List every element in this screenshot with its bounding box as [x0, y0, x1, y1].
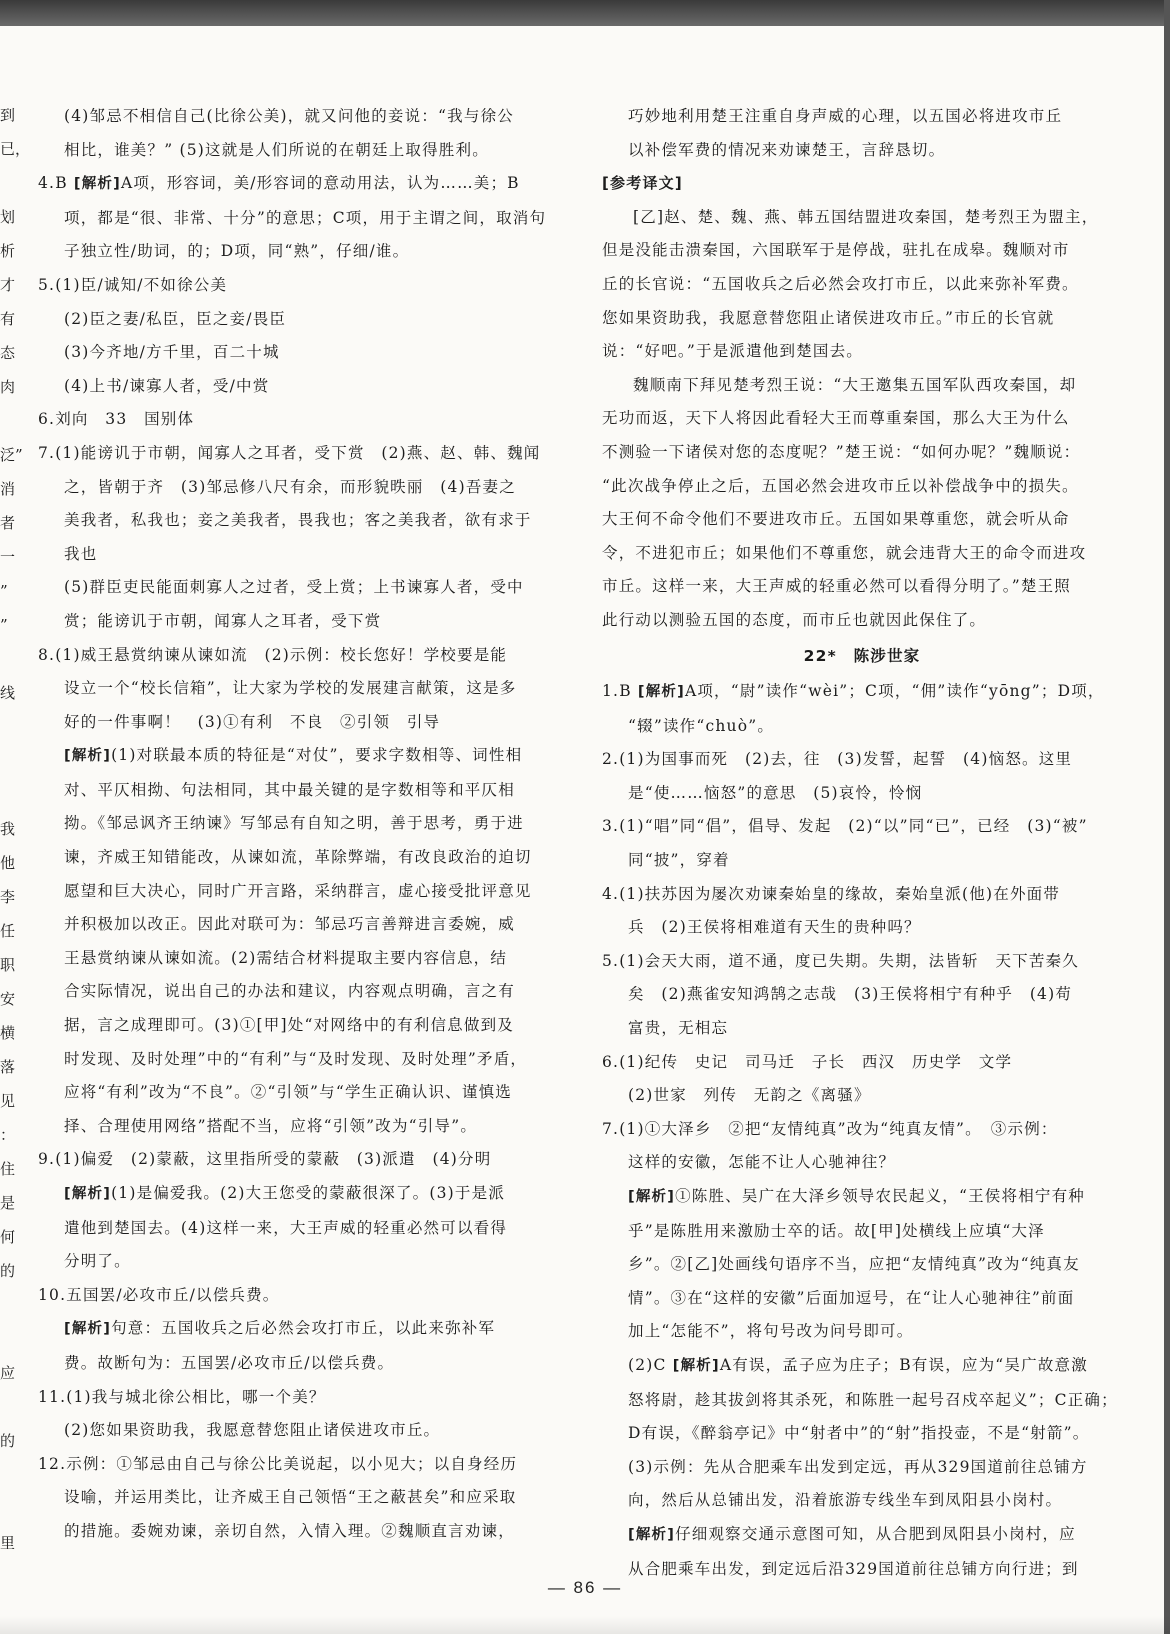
text-line: [602, 1518, 1122, 1553]
text-line: [38, 605, 568, 639]
text-line: [602, 1384, 1122, 1418]
margin-fragment: 析: [0, 242, 16, 260]
line-text: 愿望和巨大决心，同时广开言路，采纳群言，虚心接受批评意见: [64, 881, 532, 900]
text-line: [602, 810, 1122, 844]
margin-fragment: 线: [0, 684, 16, 702]
text-line: [38, 706, 568, 740]
line-text: 7.(1)能谤讥于市朝，闻寡人之耳者，受下赏 (2)燕、赵、韩、魏闻: [38, 443, 541, 462]
line-text: 对、平仄相拗、句法相同，其中最关键的是字数相等和平仄相: [64, 780, 515, 799]
margin-fragment: 落: [0, 1058, 16, 1076]
margin-fragment: 一: [0, 548, 16, 566]
margin-fragment: 消: [0, 480, 16, 498]
line-text: 据，言之成理即可。(3)①[甲]处“对网络中的有利信息做到及: [64, 1016, 514, 1035]
margin-fragment: [0, 642, 30, 676]
text-line: [38, 538, 568, 572]
line-text: 6.刘向 33 国别体: [38, 410, 195, 429]
margin-fragment: 是: [0, 1194, 16, 1212]
text-line: [602, 134, 1122, 168]
margin-fragment: 泛”: [0, 446, 23, 464]
text-line: [38, 841, 568, 875]
margin-fragment: 有: [0, 310, 16, 328]
line-text: 我也: [64, 544, 98, 563]
text-line: [38, 639, 568, 673]
text-line: [38, 100, 568, 134]
right-column: [602, 100, 1122, 1586]
line-text: 向，然后从总铺出发，沿着旅游专线坐车到凤阳县小岗村。: [628, 1491, 1063, 1510]
text-line: [38, 403, 568, 437]
text-line: [602, 777, 1122, 811]
margin-fragment: 已，: [0, 140, 30, 158]
text-line: [38, 437, 568, 471]
line-text: A项，形容词，美/形容词的意动用法，认为……美；B: [120, 174, 520, 193]
text-line: [38, 774, 568, 808]
text-line: [602, 402, 1122, 436]
margin-fragment: 职: [0, 956, 16, 974]
analysis-tag: [解析]: [637, 684, 685, 701]
left-column: [38, 100, 568, 1549]
line-text: 无功而返，天下人将因此看轻大王而尊重秦国，那么大王为什么: [602, 409, 1070, 428]
analysis-tag: [解析]: [628, 1189, 676, 1205]
line-text: 此行动以测验五国的态度，而市丘也就因此保住了。: [602, 610, 987, 629]
text-line: [38, 303, 568, 337]
text-line: [602, 1215, 1122, 1249]
line-text: 9.(1)偏爱 (2)蒙蔽，这里指所受的蒙蔽 (3)派遣 (4)分明: [38, 1150, 492, 1169]
line-text: 设立一个“校长信箱”，让大家为学校的发展建言献策，这是多: [64, 679, 517, 698]
line-text: 应将“有利”改为“不良”。②“引领”与“学生正确认识、谨慎选: [64, 1083, 512, 1102]
line-text: 句意：五国收兵之后必然会攻打市丘，以此来弥补军: [111, 1319, 496, 1338]
margin-fragment: 应: [0, 1364, 16, 1382]
item-number: (2)C: [628, 1355, 673, 1374]
text-line: [602, 978, 1122, 1012]
line-text: 遣他到楚国去。(4)这样一来，大王声威的轻重必然可以看得: [64, 1218, 508, 1237]
text-line: [602, 1282, 1122, 1316]
line-text: 分明了。: [64, 1252, 131, 1271]
text-line: [38, 739, 568, 774]
margin-fragment: [0, 1390, 30, 1424]
text-line: [38, 1143, 568, 1177]
line-text: 从合肥乘车出发，到定远后沿329国道前往总铺方向行进；到: [628, 1559, 1079, 1578]
text-line: [38, 1177, 568, 1212]
line-text: (3)今齐地/方千里，百二十城: [64, 343, 280, 362]
line-text: 您如果资助我，我愿意替您阻止诸侯进攻市丘。”市丘的长官就: [602, 308, 1055, 327]
text-line: [602, 1315, 1122, 1349]
margin-fragment: 任: [0, 922, 16, 940]
text-line: [602, 470, 1122, 504]
text-line: [602, 570, 1122, 604]
text-line: [602, 911, 1122, 945]
line-text: D有误，《醉翁亭记》中“射者中”的“射”指投壶，不是“射箭”。: [628, 1424, 1090, 1443]
margin-fragment: [0, 1322, 30, 1356]
line-text: (4)邹忌不相信自己(比徐公美)，就又问他的妾说：“我与徐公: [64, 107, 514, 125]
text-line: [38, 942, 568, 976]
line-text: 乎”是陈胜用来激励士卒的话。故[甲]处横线上应填“大泽: [628, 1221, 1045, 1240]
line-text: (5)群臣吏民能面刺寡人之过者，受上赏；上书谏寡人者，受中: [64, 578, 524, 597]
line-text: (1)对联最本质的特征是“对仗”，要求字数相等、词性相: [111, 746, 523, 765]
margin-fragment: [0, 166, 30, 200]
analysis-tag: [解析]: [64, 1321, 112, 1338]
scan-right-edge: [1164, 0, 1170, 1634]
text-line: [602, 302, 1122, 336]
line-text: 大王何不命令他们不要进攻市丘。五国如果尊重您，就会听从命: [602, 510, 1070, 529]
line-text: 同“披”，穿着: [628, 851, 730, 870]
text-line: [602, 503, 1122, 537]
analysis-tag: [解析]: [64, 1186, 112, 1202]
line-text: 乡”。②[乙]处画线句语序不当，应把“友情纯真”改为“纯真友: [628, 1255, 1080, 1274]
line-text: “此次战争停止之后，五国必然会进攻市丘以补偿战争中的损失。: [602, 476, 1079, 495]
line-text: 富贵，无相忘: [628, 1019, 729, 1038]
item-number: 1.B: [602, 682, 638, 701]
text-line: [38, 504, 568, 538]
text-line: [38, 1212, 568, 1246]
line-text: 丘的长官说：“五国收兵之后必然会攻打市丘，以此来弥补军费。: [602, 274, 1079, 293]
line-text: 说：“好吧。”于是派遣他到楚国去。: [602, 342, 863, 361]
line-text: 是“使……恼怒”的意思 (5)哀怜，怜悯: [628, 783, 923, 802]
line-text: (2)世家 列传 无韵之《离骚》: [628, 1086, 871, 1105]
text-line: [38, 134, 568, 168]
margin-fragment: 才: [0, 276, 16, 294]
text-line: [602, 1248, 1122, 1282]
text-line: [602, 537, 1122, 571]
text-line: [602, 675, 1122, 710]
line-text: 费。故断句为：五国罢/必攻市丘/以偿兵费。: [64, 1353, 395, 1372]
text-line: [38, 235, 568, 269]
text-line: [38, 975, 568, 1009]
margin-fragment: 到: [0, 106, 16, 124]
text-line: [38, 167, 568, 202]
text-line: [38, 1076, 568, 1110]
line-text: 情”。③在“这样的安徽”后面加逗号，在“让人心驰神往”前面: [628, 1288, 1075, 1307]
text-line: [602, 167, 1122, 201]
line-text: 6.(1)纪传 史记 司马迁 子长 西汉 历史学 文学: [602, 1052, 1013, 1071]
line-text: 11.(1)我与城北徐公相比，哪一个美？: [38, 1387, 326, 1406]
text-line: [602, 201, 1122, 235]
text-line: [602, 1180, 1122, 1215]
margin-fragment: [0, 1458, 30, 1492]
text-line: [602, 878, 1122, 912]
line-text: (2)臣之妻/私臣，臣之妾/畏臣: [64, 309, 287, 328]
line-text: 怒将尉，趁其拔剑将其杀死，和陈胜一起号召戍卒起义”；C正确；: [628, 1390, 1118, 1409]
line-text: 子独立性/助词，的；D项，同“熟”，仔细/谁。: [64, 242, 410, 261]
margin-fragment: [0, 744, 30, 778]
line-text: 项，都是“很、非常、十分”的意思；C项，用于主谓之间，取消句: [64, 208, 547, 227]
text-line: [602, 1046, 1122, 1080]
text-line: [38, 875, 568, 909]
line-text: 相比，谁美？” (5)这就是人们所说的在朝廷上取得胜利。: [64, 140, 489, 159]
text-line: [38, 908, 568, 942]
line-text: A有误，孟子应为庄子；B有误，应为“吴广故意激: [719, 1355, 1088, 1374]
margin-fragment: 者: [0, 514, 16, 532]
text-line: [602, 1012, 1122, 1046]
margin-fragment: 李: [0, 888, 16, 906]
analysis-tag: [解析]: [64, 748, 112, 765]
line-text: 7.(1)①大泽乡 ②把“友情纯真”改为“纯真友情”。 ③示例：: [602, 1119, 1058, 1138]
line-text: 时发现、及时处理”中的“有利”与“及时发现、及时处理”矛盾，: [64, 1049, 528, 1068]
text-line: [38, 370, 568, 404]
line-text: 仔细观察交通示意图可知，从合肥到凤阳县小岗村，应: [675, 1524, 1076, 1543]
margin-fragment: 的: [0, 1262, 16, 1280]
line-text: (1)是偏爱我。(2)大王您受的蒙蔽很深了。(3)于是派: [111, 1184, 506, 1202]
line-text: 10.五国罢/必攻市丘/以偿兵费。: [38, 1285, 280, 1304]
line-text: 3.(1)“唱”同“倡”，倡导、发起 (2)“以”同“已”，已经 (3)“被”: [602, 817, 1088, 836]
line-text: 4.(1)扶苏因为屡次劝谏秦始皇的缘故，秦始皇派(他)在外面带: [602, 884, 1061, 903]
text-line: [38, 1481, 568, 1515]
text-line: [38, 1381, 568, 1415]
line-text: 不测验一下诸侯对您的态度呢？”楚王说：“如何办呢？”魏顺说：: [602, 442, 1081, 461]
text-line: [38, 1448, 568, 1482]
text-line: [602, 1079, 1122, 1113]
text-line: [602, 234, 1122, 268]
text-line: [602, 945, 1122, 979]
margin-fragment: [0, 710, 30, 744]
line-text: 合实际情况，说出自己的办法和建议，内容观点明确，言之有: [64, 982, 515, 1001]
scan-bottom-shade: [0, 1616, 1170, 1634]
text-line: [38, 1009, 568, 1043]
line-text: 好的一件事啊！ (3)①有利 不良 ②引领 引导: [64, 712, 441, 731]
item-number: 4.B: [38, 174, 74, 193]
line-text: “辍”读作“chuò”。: [628, 716, 775, 735]
line-text: [乙]赵、楚、魏、燕、韩五国结盟进攻秦国，楚考烈王为盟主，: [633, 207, 1099, 226]
text-line: [38, 1414, 568, 1448]
text-line: [38, 269, 568, 303]
line-text: 魏顺南下拜见楚考烈王说：“大王邀集五国军队西攻秦国，却: [633, 375, 1077, 394]
line-text: 这样的安徽，怎能不让人心驰神往？: [628, 1153, 896, 1172]
text-line: [38, 471, 568, 505]
text-line: [38, 1347, 568, 1381]
line-text: 8.(1)威王悬赏纳谏从谏如流 (2)示例：校长您好！学校要是能: [38, 645, 508, 664]
text-line: [38, 1043, 568, 1077]
line-text: (4)上书/谏寡人者，受/中赏: [64, 376, 270, 395]
margin-fragment: 肉: [0, 378, 16, 396]
scan-top-edge: [0, 0, 1170, 26]
line-text: 的措施。委婉劝谏，亲切自然，入情入理。②魏顺直言劝谏，: [64, 1521, 515, 1540]
line-text: 以补偿军费的情况来劝谏楚王，言辞恳切。: [628, 140, 946, 159]
margin-fragment: 安: [0, 990, 16, 1008]
margin-fragment: 的: [0, 1432, 16, 1450]
line-text: 加上“怎能不”，将句号改为问号即可。: [628, 1322, 914, 1341]
margin-fragment: [0, 778, 30, 812]
line-text: 之，皆朝于齐 (3)邹忌修八尺有余，而形貌昳丽 (4)吾妻之: [64, 477, 516, 496]
margin-fragment: ”: [0, 616, 8, 634]
margin-fragment: 住: [0, 1160, 16, 1178]
margin-fragment: 里: [0, 1534, 16, 1552]
line-text: (3)示例：先从合肥乘车出发到定远，再从329国道前往总铺方: [628, 1457, 1088, 1476]
text-line: [602, 335, 1122, 369]
line-text: 但是没能击溃秦国，六国联军于是停战，驻扎在成皋。魏顺对市: [602, 241, 1070, 260]
section-title: 22* 陈涉世家: [803, 646, 921, 665]
text-line: [38, 336, 568, 370]
line-text: 王悬赏纳谏从谏如流。(2)需结合材料提取主要内容信息，结: [64, 948, 508, 967]
analysis-tag: [解析]: [73, 176, 121, 193]
text-line: [38, 1515, 568, 1549]
line-text: 择、合理使用网络”搭配不当，应将“引领”改为“引导”。: [64, 1116, 478, 1135]
text-line: [38, 1312, 568, 1347]
text-line: [602, 1146, 1122, 1180]
analysis-tag: [解析]: [628, 1526, 676, 1543]
line-text: 5.(1)会天大雨，道不通，度已失期。失期，法皆斩 天下苦秦久: [602, 951, 1079, 970]
margin-fragment: 他: [0, 854, 16, 872]
text-line: [602, 844, 1122, 878]
text-line: [602, 710, 1122, 744]
text-line: [602, 1417, 1122, 1451]
text-line: [602, 268, 1122, 302]
margin-fragment: [0, 1492, 30, 1526]
line-text: 市丘。这样一来，大王声威的轻重必然可以看得分明了。”楚王照: [602, 577, 1071, 596]
line-text: ①陈胜、吴广在大泽乡领导农民起义，“王侯将相宁有种: [675, 1187, 1085, 1205]
text-line: [38, 1110, 568, 1144]
line-text: 拗。《邹忌讽齐王纳谏》写邹忌有自知之明，善于思考，勇于进: [64, 814, 524, 833]
text-line: [602, 369, 1122, 403]
line-text: 令，不进犯市丘；如果他们不尊重您，就会违背大王的命令而进攻: [602, 543, 1087, 562]
line-text: (2)您如果资助我，我愿意替您阻止诸侯进攻市丘。: [64, 1421, 441, 1440]
text-line: [38, 571, 568, 605]
text-line: [38, 1245, 568, 1279]
margin-fragment: ：: [0, 1126, 16, 1144]
margin-fragment: 何: [0, 1228, 16, 1246]
text-line: [602, 743, 1122, 777]
line-text: 并积极加以改正。因此对联可为：邹忌巧言善辩进言委婉，威: [64, 915, 515, 934]
line-text: A项，“尉”读作“wèi”；C项，“佣”读作“yōng”；D项，: [684, 682, 1105, 701]
line-text: 兵 (2)王侯将相难道有天生的贵种吗？: [628, 918, 921, 937]
text-line: [602, 436, 1122, 470]
margin-fragment: [0, 1288, 30, 1322]
text-line: [602, 100, 1122, 134]
line-text: 巧妙地利用楚王注重自身声威的心理，以五国必将进攻市丘: [628, 107, 1063, 125]
margin-fragment: 划: [0, 208, 16, 226]
text-line: [602, 1113, 1122, 1147]
text-line: [38, 807, 568, 841]
line-text: 矣 (2)燕雀安知鸿鹄之志哉 (3)王侯将相宁有种乎 (4)苟: [628, 985, 1073, 1004]
line-text: 美我者，私我也；妾之美我者，畏我也；客之美我者，欲有求于: [64, 511, 532, 530]
text-line: [38, 672, 568, 706]
margin-fragment: 态: [0, 344, 16, 362]
text-line: [602, 604, 1122, 638]
text-line: [602, 1349, 1122, 1384]
line-text: 12.示例：①邹忌由自己与徐公比美说起，以小见大；以自身经历: [38, 1454, 518, 1473]
line-text: 设喻，并运用类比，让齐威王自己领悟“王之蔽甚矣”和应采取: [64, 1488, 517, 1507]
line-text: 赏；能谤讥于市朝，闻寡人之耳者，受下赏: [64, 611, 382, 630]
line-text: 2.(1)为国事而死 (2)去，往 (3)发誓，起誓 (4)恼怒。这里: [602, 750, 1073, 769]
margin-fragment: ”: [0, 582, 8, 600]
page-number: — 86 —: [547, 1578, 623, 1597]
analysis-tag: [解析]: [672, 1357, 720, 1374]
margin-fragment: 横: [0, 1024, 16, 1042]
margin-fragment: 我: [0, 820, 16, 838]
text-line: [602, 1451, 1122, 1485]
margin-fragment: 见: [0, 1092, 16, 1110]
previous-page-margin: [0, 98, 30, 1560]
margin-fragment: [0, 404, 30, 438]
text-line: [38, 202, 568, 236]
analysis-tag: [参考译文]: [602, 174, 683, 193]
text-line: [602, 1484, 1122, 1518]
text-line: [38, 1279, 568, 1313]
line-text: 谏，齐威王知错能改，从谏如流，革除弊端，有改良政治的迫切: [64, 848, 532, 867]
line-text: 5.(1)臣/诚知/不如徐公美: [38, 275, 228, 294]
